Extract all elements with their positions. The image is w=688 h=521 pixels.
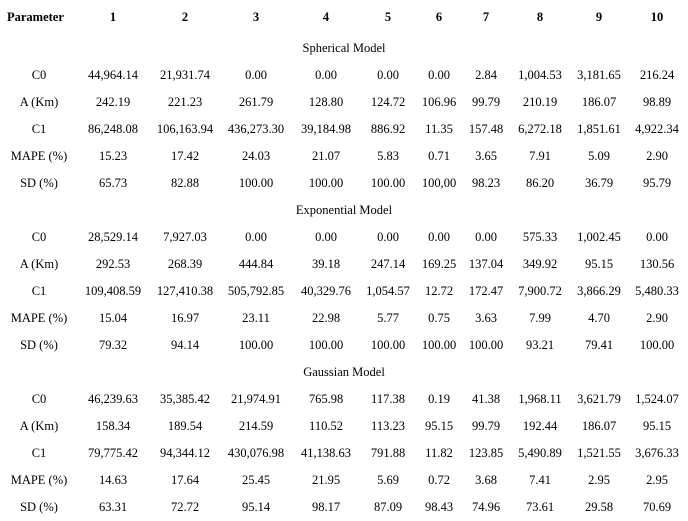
section-title-row xyxy=(1,359,687,386)
table-cell: 22.98 xyxy=(311,311,341,325)
table-cell: 765.98 xyxy=(308,392,344,406)
table-cell: 0.00 xyxy=(315,230,337,244)
section-title-row xyxy=(1,197,687,224)
column-header: 9 xyxy=(595,10,603,24)
table-cell: 106.96 xyxy=(421,95,457,109)
table-cell: 2.90 xyxy=(646,311,668,325)
table-cell: 3,621.79 xyxy=(577,392,621,406)
table-cell: 73.61 xyxy=(525,500,555,514)
table-cell: 7.41 xyxy=(529,473,551,487)
table-cell: 172.47 xyxy=(468,284,504,298)
table-cell: 124.72 xyxy=(370,95,406,109)
table-cell: 16.97 xyxy=(170,311,200,325)
table-cell: 11.82 xyxy=(425,446,453,460)
parameter-table xyxy=(1,0,687,521)
column-header: 2 xyxy=(181,10,189,24)
table-row xyxy=(1,494,687,521)
table-cell: 4,922.34 xyxy=(635,122,679,136)
table-cell: 15.04 xyxy=(98,311,128,325)
table-cell: 65.73 xyxy=(98,176,128,190)
table-cell: 17.64 xyxy=(170,473,200,487)
table-cell: 100.00 xyxy=(370,176,406,190)
table-cell: 35,385.42 xyxy=(160,392,210,406)
row-label: SD (%) xyxy=(20,176,58,190)
table-cell: 95.15 xyxy=(584,257,614,271)
table-cell: 216.24 xyxy=(639,68,675,82)
table-cell: 242.19 xyxy=(95,95,131,109)
table-cell: 123.85 xyxy=(468,446,504,460)
table-cell: 7.99 xyxy=(529,311,551,325)
table-cell: 21.95 xyxy=(311,473,341,487)
table-cell: 214.59 xyxy=(238,419,274,433)
table-row xyxy=(1,89,687,116)
table-cell: 6,272.18 xyxy=(518,122,562,136)
table-cell: 505,792.85 xyxy=(227,284,285,298)
table-cell: 117.38 xyxy=(371,392,405,406)
table-cell: 106,163.94 xyxy=(156,122,214,136)
column-header: 6 xyxy=(435,10,443,24)
row-label: SD (%) xyxy=(20,500,58,514)
table-cell: 86,248.08 xyxy=(88,122,138,136)
table-cell: 1,004.53 xyxy=(518,68,562,82)
table-cell: 7,927.03 xyxy=(163,230,207,244)
section-title: Exponential Model xyxy=(295,203,393,217)
table-body xyxy=(1,35,687,521)
table-cell: 98.23 xyxy=(471,176,501,190)
table-cell: 100.00 xyxy=(468,338,504,352)
table-cell: 113.23 xyxy=(371,419,405,433)
table-cell: 21,974.91 xyxy=(231,392,281,406)
table-row xyxy=(1,467,687,494)
table-row xyxy=(1,170,687,197)
table-cell: 79.41 xyxy=(584,338,614,352)
table-cell: 128.80 xyxy=(308,95,344,109)
row-label: C0 xyxy=(31,230,47,244)
table-cell: 17.42 xyxy=(170,149,200,163)
table-cell: 21,931.74 xyxy=(160,68,210,82)
table-cell: 63.31 xyxy=(98,500,128,514)
table-cell: 36.79 xyxy=(584,176,614,190)
table-cell: 1,521.55 xyxy=(577,446,621,460)
table-row xyxy=(1,305,687,332)
table-cell: 5,490.89 xyxy=(518,446,562,460)
table-cell: 261.79 xyxy=(238,95,274,109)
table-row xyxy=(1,251,687,278)
table-cell: 15.23 xyxy=(98,149,128,163)
row-label: A (Km) xyxy=(19,419,59,433)
table-cell: 95.79 xyxy=(642,176,672,190)
table-cell: 5,480.33 xyxy=(635,284,679,298)
row-label: C1 xyxy=(31,446,47,460)
table-cell: 0.72 xyxy=(428,473,450,487)
table-cell: 44,964.14 xyxy=(88,68,138,82)
column-header: 1 xyxy=(109,10,117,24)
table-cell: 5.77 xyxy=(377,311,399,325)
table-cell: 95.14 xyxy=(241,500,271,514)
table-cell: 186.07 xyxy=(581,95,617,109)
table-cell: 100.00 xyxy=(370,338,406,352)
table-cell: 110.52 xyxy=(309,419,343,433)
table-cell: 3.68 xyxy=(475,473,497,487)
column-header: 3 xyxy=(252,10,260,24)
table-cell: 28,529.14 xyxy=(88,230,138,244)
table-cell: 0.00 xyxy=(315,68,337,82)
table-cell: 1,054.57 xyxy=(366,284,410,298)
table-cell: 98.43 xyxy=(424,500,454,514)
table-cell: 292.53 xyxy=(95,257,131,271)
table-cell: 40,329.76 xyxy=(301,284,351,298)
table-cell: 99.79 xyxy=(471,419,501,433)
table-cell: 221.23 xyxy=(167,95,203,109)
table-cell: 3,866.29 xyxy=(577,284,621,298)
table-cell: 192.44 xyxy=(522,419,558,433)
table-cell: 886.92 xyxy=(370,122,406,136)
table-cell: 186.07 xyxy=(581,419,617,433)
table-cell: 436,273.30 xyxy=(227,122,285,136)
row-label: C1 xyxy=(31,284,47,298)
table-cell: 94.14 xyxy=(170,338,200,352)
row-label: MAPE (%) xyxy=(10,473,68,487)
row-label: MAPE (%) xyxy=(10,149,68,163)
table-cell: 100.00 xyxy=(639,338,675,352)
table-cell: 7,900.72 xyxy=(518,284,562,298)
column-header: 8 xyxy=(536,10,544,24)
table-cell: 79.32 xyxy=(98,338,128,352)
table-cell: 109,408.59 xyxy=(84,284,142,298)
table-cell: 72.72 xyxy=(170,500,200,514)
table-cell: 39.18 xyxy=(311,257,341,271)
table-cell: 127,410.38 xyxy=(156,284,214,298)
table-cell: 86.20 xyxy=(525,176,555,190)
table-cell: 98.89 xyxy=(642,95,672,109)
table-cell: 137.04 xyxy=(468,257,504,271)
table-cell: 0.71 xyxy=(428,149,450,163)
table-cell: 93.21 xyxy=(525,338,555,352)
table-cell: 3.63 xyxy=(475,311,497,325)
table-cell: 791.88 xyxy=(370,446,406,460)
table-cell: 0.00 xyxy=(377,68,399,82)
table-cell: 24.03 xyxy=(241,149,271,163)
table-cell: 94,344.12 xyxy=(160,446,210,460)
section-title: Gaussian Model xyxy=(303,365,385,379)
table-cell: 4.70 xyxy=(588,311,610,325)
table-cell: 74.96 xyxy=(471,500,501,514)
table-cell: 100.00 xyxy=(308,338,344,352)
table-cell: 95.15 xyxy=(424,419,454,433)
table-cell: 25.45 xyxy=(241,473,271,487)
table-cell: 430,076.98 xyxy=(227,446,285,460)
table-cell: 14.63 xyxy=(98,473,128,487)
table-cell: 158.34 xyxy=(95,419,131,433)
table-cell: 0.00 xyxy=(377,230,399,244)
table-cell: 70.69 xyxy=(642,500,672,514)
table-cell: 575.33 xyxy=(522,230,558,244)
column-header: 10 xyxy=(650,10,664,24)
table-cell: 41,138.63 xyxy=(301,446,351,460)
table-cell: 87.09 xyxy=(373,500,403,514)
table-row xyxy=(1,143,687,170)
row-label: C0 xyxy=(31,392,47,406)
section-title: Spherical Model xyxy=(302,41,386,55)
table-cell: 39,184.98 xyxy=(301,122,351,136)
table-cell: 349.92 xyxy=(522,257,558,271)
table-header-row xyxy=(1,0,687,35)
table-cell: 100.00 xyxy=(238,176,274,190)
table-cell: 29.58 xyxy=(584,500,614,514)
section-title-row xyxy=(1,35,687,62)
table-cell: 41.38 xyxy=(471,392,501,406)
table-cell: 100.00 xyxy=(308,176,344,190)
table-cell: 0.19 xyxy=(428,392,450,406)
table-cell: 0.00 xyxy=(428,68,450,82)
table-row xyxy=(1,62,687,89)
table-cell: 12.72 xyxy=(424,284,454,298)
table-row xyxy=(1,332,687,359)
table-cell: 3.65 xyxy=(475,149,497,163)
table-row xyxy=(1,116,687,143)
table-cell: 0.75 xyxy=(428,311,450,325)
table-cell: 3,676.33 xyxy=(635,446,679,460)
table-cell: 2.95 xyxy=(588,473,610,487)
table-row xyxy=(1,413,687,440)
column-header: 4 xyxy=(322,10,330,24)
table-cell: 11.35 xyxy=(425,122,453,136)
table-cell: 23.11 xyxy=(242,311,270,325)
row-label: SD (%) xyxy=(20,338,58,352)
table-cell: 1,002.45 xyxy=(577,230,621,244)
table-cell: 100,00 xyxy=(421,176,457,190)
table-cell: 100.00 xyxy=(238,338,274,352)
table-cell: 268.39 xyxy=(167,257,203,271)
table-cell: 0.00 xyxy=(245,230,267,244)
table-row xyxy=(1,278,687,305)
row-label: C1 xyxy=(31,122,47,136)
table-cell: 210.19 xyxy=(522,95,558,109)
table-row xyxy=(1,386,687,413)
table-cell: 0.00 xyxy=(245,68,267,82)
table-cell: 169.25 xyxy=(421,257,457,271)
table-cell: 0.00 xyxy=(428,230,450,244)
table-cell: 157.48 xyxy=(468,122,504,136)
table-cell: 2.84 xyxy=(475,68,497,82)
table-row xyxy=(1,224,687,251)
table-cell: 1,851.61 xyxy=(577,122,621,136)
table-cell: 1,968.11 xyxy=(518,392,562,406)
table-cell: 99.79 xyxy=(471,95,501,109)
table-cell: 0.00 xyxy=(646,230,668,244)
table-cell: 0.00 xyxy=(475,230,497,244)
row-label: MAPE (%) xyxy=(10,311,68,325)
table-cell: 100.00 xyxy=(421,338,457,352)
table-cell: 46,239.63 xyxy=(88,392,138,406)
table-cell: 98.17 xyxy=(311,500,341,514)
table-cell: 1,524.07 xyxy=(635,392,679,406)
table-cell: 5.83 xyxy=(377,149,399,163)
table-cell: 5.69 xyxy=(377,473,399,487)
table-cell: 5.09 xyxy=(588,149,610,163)
table-cell: 2.90 xyxy=(646,149,668,163)
table-cell: 82.88 xyxy=(170,176,200,190)
table-cell: 189.54 xyxy=(167,419,203,433)
table-cell: 7.91 xyxy=(529,149,551,163)
table-row xyxy=(1,440,687,467)
table-cell: 130.56 xyxy=(639,257,675,271)
table-cell: 247.14 xyxy=(370,257,406,271)
column-header: Parameter xyxy=(7,10,64,24)
row-label: A (Km) xyxy=(19,257,59,271)
table-cell: 95.15 xyxy=(642,419,672,433)
table-cell: 3,181.65 xyxy=(577,68,621,82)
table-cell: 444.84 xyxy=(238,257,274,271)
table-cell: 79,775.42 xyxy=(88,446,138,460)
row-label: A (Km) xyxy=(19,95,59,109)
column-header: 7 xyxy=(482,10,490,24)
table-cell: 21.07 xyxy=(311,149,341,163)
row-label: C0 xyxy=(31,68,47,82)
column-header: 5 xyxy=(384,10,392,24)
table-cell: 2.95 xyxy=(646,473,668,487)
